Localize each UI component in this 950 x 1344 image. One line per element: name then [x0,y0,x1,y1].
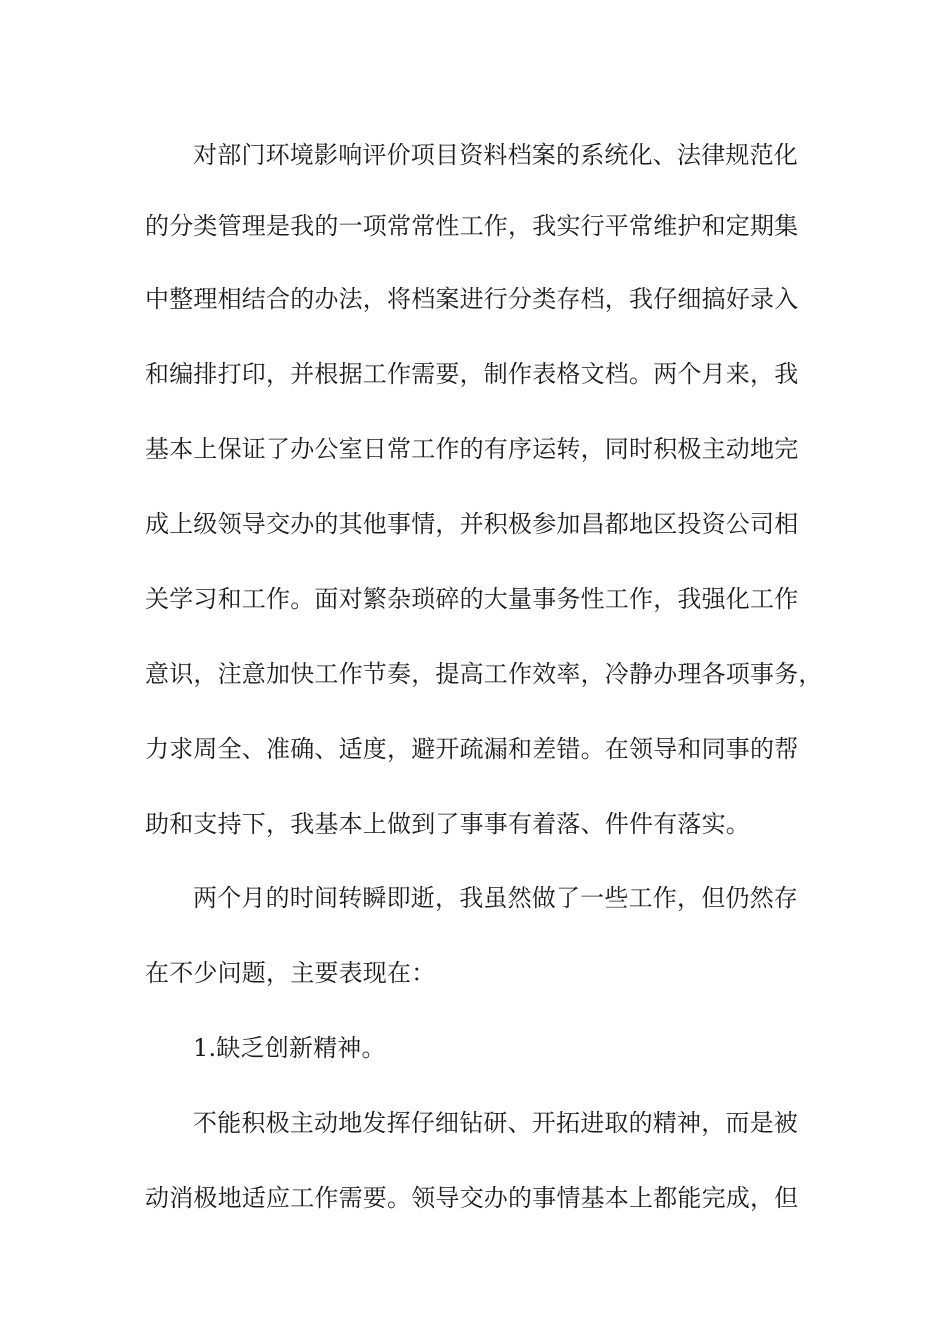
paragraph-1-line-2: 的分类管理是我的一项常常性工作，我实行平常维护和定期集 [145,212,799,240]
paragraph-3-line-1: 不能积极主动地发挥仔细钻研、开拓进取的精神，而是被 [193,1109,798,1137]
paragraph-1-line-5: 基本上保证了办公室日常工作的有序运转，同时积极主动地完 [145,435,799,463]
paragraph-1-line-7: 关学习和工作。面对繁杂琐碎的大量事务性工作，我强化工作 [145,585,799,613]
paragraph-1-line-8: 意识，注意加快工作节奏，提高工作效率，冷静办理各项事务， [145,660,823,688]
paragraph-1-line-6: 成上级领导交办的其他事情，并积极参加昌都地区投资公司相 [145,510,799,538]
paragraph-2-line-2: 在不少问题，主要表现在： [145,959,436,987]
paragraph-2-line-1: 两个月的时间转瞬即逝，我虽然做了一些工作，但仍然存 [193,884,798,912]
paragraph-1-line-9: 力求周全、准确、适度，避开疏漏和差错。在领导和同事的帮 [145,735,799,763]
paragraph-1-line-10: 助和支持下，我基本上做到了事事有着落、件件有落实。 [145,810,750,838]
paragraph-1-line-3: 中整理相结合的办法，将档案进行分类存档，我仔细搞好录入 [145,285,799,313]
paragraph-1-line-1: 对部门环境影响评价项目资料档案的系统化、法律规范化 [193,141,798,169]
list-item-1: 1.缺乏创新精神。 [193,1034,386,1062]
paragraph-3-line-2: 动消极地适应工作需要。领导交办的事情基本上都能完成，但 [145,1184,799,1212]
paragraph-1-line-4: 和编排打印，并根据工作需要，制作表格文档。两个月来，我 [145,360,799,388]
